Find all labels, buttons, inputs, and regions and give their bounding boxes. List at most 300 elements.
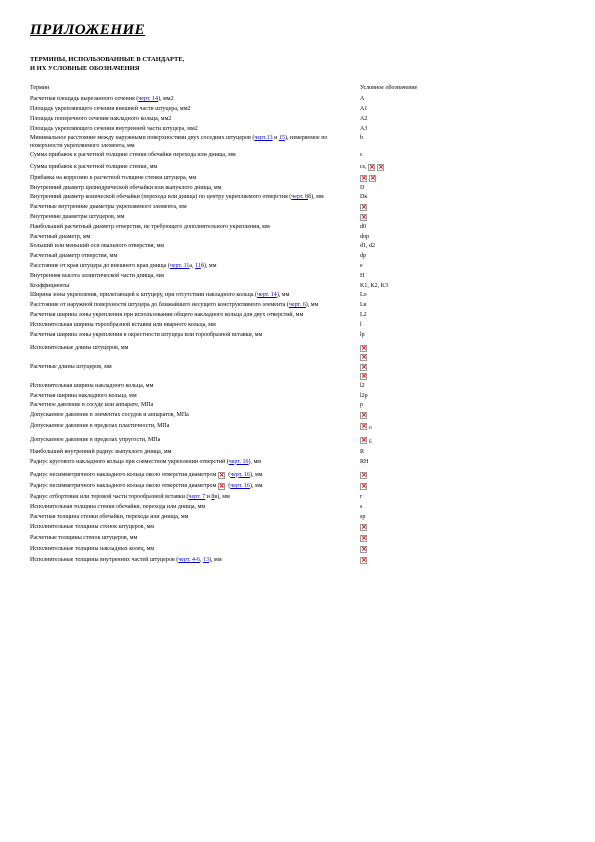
table-row: [30, 152, 570, 159]
term-text: Расчетная ширина зоны укрепления при использовании общего накладного кольца для двух отверстий, мм: [30, 311, 304, 318]
symbol-text: L2: [360, 311, 367, 318]
term-cell: [30, 412, 360, 419]
term-text: Наибольший внутренний радиус выпуклого днища, мм: [30, 448, 172, 455]
symbol-text: p: [360, 402, 363, 409]
table-row: [30, 263, 570, 270]
symbol-line: [360, 364, 570, 371]
table-row: [30, 546, 570, 553]
symbol-text: D: [360, 184, 365, 191]
symbol-line: [360, 332, 570, 339]
symbol-cell: [360, 302, 570, 309]
symbol-text: sр: [360, 513, 366, 520]
table-row: [30, 332, 570, 339]
term-cell: [30, 322, 360, 329]
term-cell: [30, 449, 360, 456]
symbol-text: r: [360, 494, 362, 501]
symbol-line: [360, 524, 570, 531]
symbol-line: [360, 273, 570, 280]
term-text: Исполнительные толщины стенок штуцеров, мм: [30, 523, 155, 530]
term-text: ), мм: [250, 482, 263, 489]
broken-image-icon: [360, 524, 367, 531]
symbol-line: [360, 312, 570, 319]
term-text: Внутренний диаметр цилиндрической обечайки или выпуклого днища, мм: [30, 184, 222, 191]
term-cell: [30, 437, 360, 444]
symbol-cell: [360, 152, 570, 159]
term-text: Внутренний диаметр конической обечайки (перехода или днища) по центру укрепляемого отверстия (: [30, 194, 292, 201]
term-text: и: [205, 494, 212, 501]
table-row: [30, 535, 570, 542]
symbol-text: dор: [360, 233, 369, 240]
symbol-text: Lо: [360, 292, 367, 299]
symbol-line: [360, 535, 570, 542]
term-cell: [30, 402, 360, 409]
symbol-line: [360, 557, 570, 564]
drawing-reference-link[interactable]: черт. 4-6: [178, 557, 201, 564]
broken-image-icon: [368, 164, 375, 171]
symbol-cell: [360, 393, 570, 400]
symbol-line: [360, 322, 570, 329]
table-row: [30, 116, 570, 123]
symbol-cell: [360, 185, 570, 192]
symbol-line: [360, 393, 570, 400]
symbol-text: K1, K2, K3: [360, 282, 388, 289]
term-text: Минимальное расстояние между наружными поверхностями двух соседних штуцеров (: [30, 135, 255, 142]
table-row: [30, 135, 570, 149]
term-text: Сумма прибавок к расчетной толщине стенки обечайки перехода или днища, мм: [30, 152, 236, 159]
broken-image-icon: [377, 164, 384, 171]
symbol-text: A2: [360, 115, 368, 122]
term-text: Расчетный диаметр, мм: [30, 233, 91, 240]
symbol-text: lр: [360, 331, 365, 338]
term-cell: [30, 126, 360, 133]
broken-image-icon: [360, 364, 367, 371]
term-cell: [30, 224, 360, 231]
symbol-line: [360, 292, 570, 299]
symbol-cell: [360, 535, 570, 542]
term-text: Расчетная ширина накладного кольца, мм: [30, 392, 137, 399]
symbol-cell: [360, 557, 570, 564]
symbol-cell: [360, 383, 570, 390]
broken-image-icon: [360, 472, 367, 479]
broken-image-icon: [218, 472, 225, 479]
term-cell: [30, 345, 360, 352]
term-text: и: [272, 135, 279, 142]
term-text: б), мм: [200, 262, 217, 269]
broken-image-icon: [360, 412, 367, 419]
term-text: ), мм: [250, 471, 263, 478]
symbol-text: l2: [360, 382, 365, 389]
term-cell: [30, 472, 360, 479]
term-text: Ширина зоны укрепления, прилегающей к штуцеру, при отсутствии накладного кольца (: [30, 292, 258, 299]
term-text: Расчетная площадь вырезанного сечения (: [30, 96, 139, 103]
symbol-text: b: [360, 135, 363, 142]
table-row: [30, 214, 570, 221]
symbol-line: [360, 204, 570, 211]
term-text: Исполнительная ширина торообразной вставки или вварного кольца, мм: [30, 321, 216, 328]
term-text: Исполнительные длины штуцеров, мм: [30, 344, 129, 351]
term-text: Сумма прибавок к расчетной толщине стенки, мм: [30, 163, 158, 170]
symbol-cell: [360, 494, 570, 501]
symbol-text: l2р: [360, 392, 368, 399]
symbol-line: [360, 263, 570, 270]
document-page: [30, 22, 570, 564]
term-cell: [30, 243, 360, 250]
term-text: Расчетное давление в сосуде или аппарате, МПа: [30, 402, 154, 409]
section-heading: [30, 55, 570, 73]
drawing-reference-link[interactable]: черт. 6: [288, 302, 306, 309]
term-text: Исполнительные толщины накладных колец, мм: [30, 545, 155, 552]
broken-image-icon: [360, 437, 367, 444]
symbol-cell: [360, 116, 570, 123]
symbol-line: [360, 412, 570, 419]
term-text: Внутренняя высота эллиптической части днища, мм: [30, 272, 164, 279]
term-cell: [30, 194, 360, 201]
symbol-cell: [360, 423, 570, 432]
symbol-cell: [360, 449, 570, 456]
symbol-cell: [360, 135, 570, 142]
symbol-text: A1: [360, 106, 368, 112]
symbol-text: d0: [360, 223, 366, 230]
broken-image-icon: [360, 535, 367, 542]
term-text: Прибавка на коррозию к расчетной толщине стенки штуцера, мм: [30, 174, 197, 181]
symbol-line: [360, 494, 570, 501]
term-cell: [30, 152, 360, 159]
term-text: Расчетные толщины стенок штуцеров, мм: [30, 534, 138, 541]
symbol-cell: [360, 483, 570, 490]
term-cell: [30, 116, 360, 123]
term-text: Радиус кругового накладного кольца при совместном укреплении отверстий (: [30, 458, 229, 465]
term-text: Исполнительная толщина стенки обечайки, перехода или днища, мм: [30, 503, 206, 510]
table-row: [30, 126, 570, 133]
term-cell: [30, 214, 360, 221]
symbol-text: R: [360, 448, 365, 455]
term-text: ), мм: [276, 292, 290, 299]
drawing-reference-link[interactable]: черт. 16: [230, 482, 251, 489]
table-row: [30, 504, 570, 511]
symbol-column-header: Условное обозначение: [360, 85, 418, 91]
table-row: [30, 96, 570, 103]
term-cell: [30, 459, 360, 466]
term-text: Площадь укрепляющего сечения внешней части штуцера, мм2: [30, 106, 191, 112]
symbol-line: [360, 253, 570, 260]
symbol-cell: [360, 402, 570, 409]
term-cell: [30, 546, 360, 553]
symbol-line: [360, 135, 570, 142]
symbol-cell: [360, 234, 570, 241]
symbol-cell: [360, 437, 570, 446]
term-cell: [30, 263, 360, 270]
symbol-cell: [360, 283, 570, 290]
table-row: [30, 423, 570, 432]
drawing-reference-link[interactable]: 11: [195, 262, 201, 269]
drawing-reference-link[interactable]: черт. 14: [138, 96, 159, 103]
term-cell: [30, 253, 360, 260]
symbol-text: A: [360, 96, 365, 103]
term-cell: [30, 494, 360, 501]
table-row: [30, 283, 570, 290]
term-text: Коэффициенты: [30, 282, 70, 289]
symbol-cell: [360, 214, 570, 221]
term-cell: [30, 483, 360, 490]
drawing-reference-link[interactable]: черт. 8: [291, 194, 309, 201]
symbol-text: Lк: [360, 302, 367, 309]
symbol-cell: [360, 524, 570, 531]
symbol-cell: [360, 345, 570, 361]
table-row: [30, 243, 570, 250]
table-row: [30, 524, 570, 531]
symbol-cell: [360, 224, 570, 231]
symbol-text: A3: [360, 125, 368, 132]
term-cell: [30, 204, 360, 211]
term-column-header: Термин: [30, 85, 50, 91]
table-row: [30, 204, 570, 211]
symbol-line: [360, 224, 570, 231]
drawing-reference-link[interactable]: 13: [203, 557, 210, 564]
symbol-line: [360, 354, 570, 361]
broken-image-icon: [360, 483, 367, 490]
term-text: ), мм: [248, 458, 262, 465]
term-cell: [30, 557, 360, 564]
broken-image-icon: [360, 175, 367, 182]
symbol-cell: [360, 472, 570, 479]
table-row: [30, 345, 570, 361]
terms-table: [30, 96, 570, 564]
term-text: ), измеряемое по поверхности укрепляемого элемента, мм: [30, 135, 328, 149]
term-text: Допускаемое давление в элементах сосудов и аппаратов, МПа: [30, 412, 189, 419]
term-cell: [30, 514, 360, 521]
table-row: [30, 185, 570, 192]
table-header: [30, 85, 570, 92]
broken-image-icon: [360, 557, 367, 564]
symbol-cell: [360, 204, 570, 211]
drawing-reference-link[interactable]: черт.13: [254, 135, 273, 142]
symbol-line: [360, 164, 570, 171]
term-cell: [30, 273, 360, 280]
term-text: ), мм: [305, 302, 319, 309]
term-cell: [30, 312, 360, 319]
symbol-line: [360, 234, 570, 241]
symbol-cell: [360, 175, 570, 182]
symbol-text: e: [360, 262, 363, 269]
symbol-line: [360, 345, 570, 352]
term-text: Радиус отбортовки или торовой части торообразной вставки (: [30, 494, 189, 501]
term-cell: [30, 332, 360, 339]
term-cell: [30, 96, 360, 103]
table-row: [30, 557, 570, 564]
symbol-text: c: [360, 152, 363, 159]
table-row: [30, 194, 570, 201]
table-row: [30, 164, 570, 171]
symbol-line: [360, 423, 570, 432]
drawing-reference-link[interactable]: 8: [211, 494, 215, 501]
term-text: ,: [200, 557, 204, 564]
term-cell: [30, 164, 360, 171]
symbol-cell: [360, 243, 570, 250]
symbol-line: [360, 504, 570, 511]
drawing-reference-link[interactable]: 15: [278, 135, 285, 142]
term-cell: [30, 302, 360, 309]
term-text: Исполнительные толщины внутренних частей штуцеров (: [30, 557, 179, 564]
section-heading-line: И ИХ УСЛОВНЫЕ ОБОЗНАЧЕНИЯ: [30, 65, 140, 72]
term-cell: [30, 283, 360, 290]
symbol-line: [360, 283, 570, 290]
symbol-subscript: Е: [369, 439, 373, 445]
term-cell: [30, 364, 360, 371]
symbol-line: [360, 243, 570, 250]
symbol-line: [360, 302, 570, 309]
table-row: [30, 224, 570, 231]
term-text: Больший или меньший оси овального отверстия, мм: [30, 243, 165, 250]
table-row: [30, 175, 570, 182]
symbol-cell: [360, 96, 570, 103]
symbol-text: l: [360, 321, 362, 328]
symbol-line: [360, 152, 570, 159]
symbol-cell: [360, 164, 570, 171]
term-cell: [30, 524, 360, 531]
symbol-line: [360, 383, 570, 390]
symbol-text: s: [360, 503, 363, 510]
term-text: Расчетная ширина зоны укрепления в окрестности штуцера или торообразной вставки, мм: [30, 331, 263, 338]
term-text: Исполнительная ширина накладного кольца, мм: [30, 382, 154, 389]
term-text: (: [226, 471, 231, 478]
term-text: Расстояние от наружной поверхности штуцера до ближайшего несущего конструктивного элемента (: [30, 302, 289, 309]
term-text: Радиус несимметричного накладного кольца около отверстия диаметром: [30, 471, 218, 478]
table-row: [30, 514, 570, 521]
symbol-subscript: п: [369, 426, 372, 432]
symbol-line: [360, 126, 570, 133]
symbol-text: cs,: [360, 163, 367, 170]
symbol-cell: [360, 364, 570, 380]
symbol-line: [360, 483, 570, 490]
symbol-line: [360, 437, 570, 446]
term-text: а,: [189, 262, 196, 269]
symbol-cell: [360, 546, 570, 553]
symbol-cell: [360, 322, 570, 329]
symbol-text: Dк: [360, 194, 368, 201]
page-title: ПРИЛОЖЕНИЕ: [30, 22, 146, 38]
term-text: ), мм2: [158, 96, 174, 103]
symbol-line: [360, 449, 570, 456]
term-cell: [30, 106, 360, 113]
table-row: [30, 402, 570, 409]
symbol-text: H: [360, 272, 365, 279]
broken-image-icon: [360, 204, 367, 211]
symbol-cell: [360, 263, 570, 270]
drawing-reference-link[interactable]: черт. 16: [230, 471, 251, 478]
term-text: Площадь поперечного сечения накладного кольца, мм2: [30, 115, 172, 122]
term-text: Расстояние от края штуцера до внешнего края днища (: [30, 262, 170, 269]
symbol-cell: [360, 332, 570, 339]
section-heading-line: ТЕРМИНЫ, ИСПОЛЬЗОВАННЫЕ В СТАНДАРТЕ,: [30, 56, 185, 63]
broken-image-icon: [360, 373, 367, 380]
symbol-line: [360, 194, 570, 201]
table-row: [30, 106, 570, 113]
symbol-text: d1, d2: [360, 243, 375, 250]
symbol-line: [360, 106, 570, 113]
drawing-reference-link[interactable]: черт. 7: [188, 494, 206, 501]
term-cell: [30, 503, 363, 511]
symbol-text: RН: [360, 458, 369, 465]
term-cell: [30, 393, 360, 400]
term-text: (: [226, 482, 231, 489]
table-row: [30, 437, 570, 446]
symbol-cell: [360, 312, 570, 319]
broken-image-icon: [360, 423, 367, 430]
symbol-cell: [360, 126, 570, 133]
symbol-line: [360, 175, 570, 182]
table-row: [30, 472, 570, 479]
table-row: [30, 292, 570, 299]
symbol-line: [360, 514, 570, 521]
table-row: [30, 483, 570, 490]
broken-image-icon: [360, 546, 367, 553]
term-text: в), мм: [214, 494, 230, 501]
symbol-text: dp: [360, 253, 366, 260]
table-row: [30, 312, 570, 319]
drawing-reference-link[interactable]: черт. 11: [169, 262, 190, 269]
symbol-cell: [360, 292, 570, 299]
term-text: б), мм: [308, 194, 324, 201]
drawing-reference-link[interactable]: черт. 16: [228, 458, 249, 465]
term-text: Наибольший расчетный диаметр отверстия, не требующего дополнительного укрепления, мм: [30, 223, 270, 230]
broken-image-icon: [218, 483, 225, 490]
table-row: [30, 273, 570, 280]
term-cell: [30, 423, 360, 430]
symbol-line: [360, 459, 570, 466]
term-text: Расчетная толщина стенки обечайки, перехода или днища, мм: [30, 513, 189, 520]
symbol-line: [360, 185, 570, 192]
term-text: ), мм: [209, 557, 222, 564]
broken-image-icon: [360, 345, 367, 352]
broken-image-icon: [360, 354, 367, 361]
table-row: [30, 494, 570, 501]
symbol-line: [360, 214, 570, 221]
symbol-line: [360, 402, 570, 409]
table-row: [30, 234, 570, 241]
broken-image-icon: [360, 214, 367, 221]
table-row: [30, 459, 570, 466]
table-row: [30, 393, 570, 400]
table-row: [30, 383, 570, 390]
term-text: Расчетный диаметр отверстия, мм: [30, 253, 118, 260]
symbol-line: [360, 96, 570, 103]
term-cell: [30, 383, 360, 390]
symbol-line: [360, 116, 570, 123]
symbol-cell: [360, 504, 570, 511]
symbol-cell: [360, 273, 570, 280]
table-row: [30, 449, 570, 456]
term-text: Допускаемое давление в пределах пластичности, МПа: [30, 423, 170, 430]
table-row: [30, 322, 570, 329]
term-cell: [30, 535, 360, 542]
symbol-cell: [360, 253, 570, 260]
term-text: Внутренние диаметры штуцеров, мм: [30, 213, 125, 220]
term-cell: [30, 292, 360, 299]
symbol-cell: [360, 459, 570, 466]
term-text: Радиус несимметричного накладного кольца около отверстия диаметром: [30, 482, 218, 489]
table-row: [30, 364, 570, 380]
symbol-cell: [360, 106, 570, 113]
symbol-cell: [360, 412, 570, 419]
term-cell: [30, 185, 360, 192]
broken-image-icon: [369, 175, 376, 182]
drawing-reference-link[interactable]: черт. 14: [257, 292, 277, 299]
term-cell: [30, 234, 360, 241]
table-row: [30, 253, 570, 260]
symbol-line: [360, 546, 570, 553]
symbol-cell: [360, 514, 570, 521]
term-cell: [30, 135, 360, 149]
